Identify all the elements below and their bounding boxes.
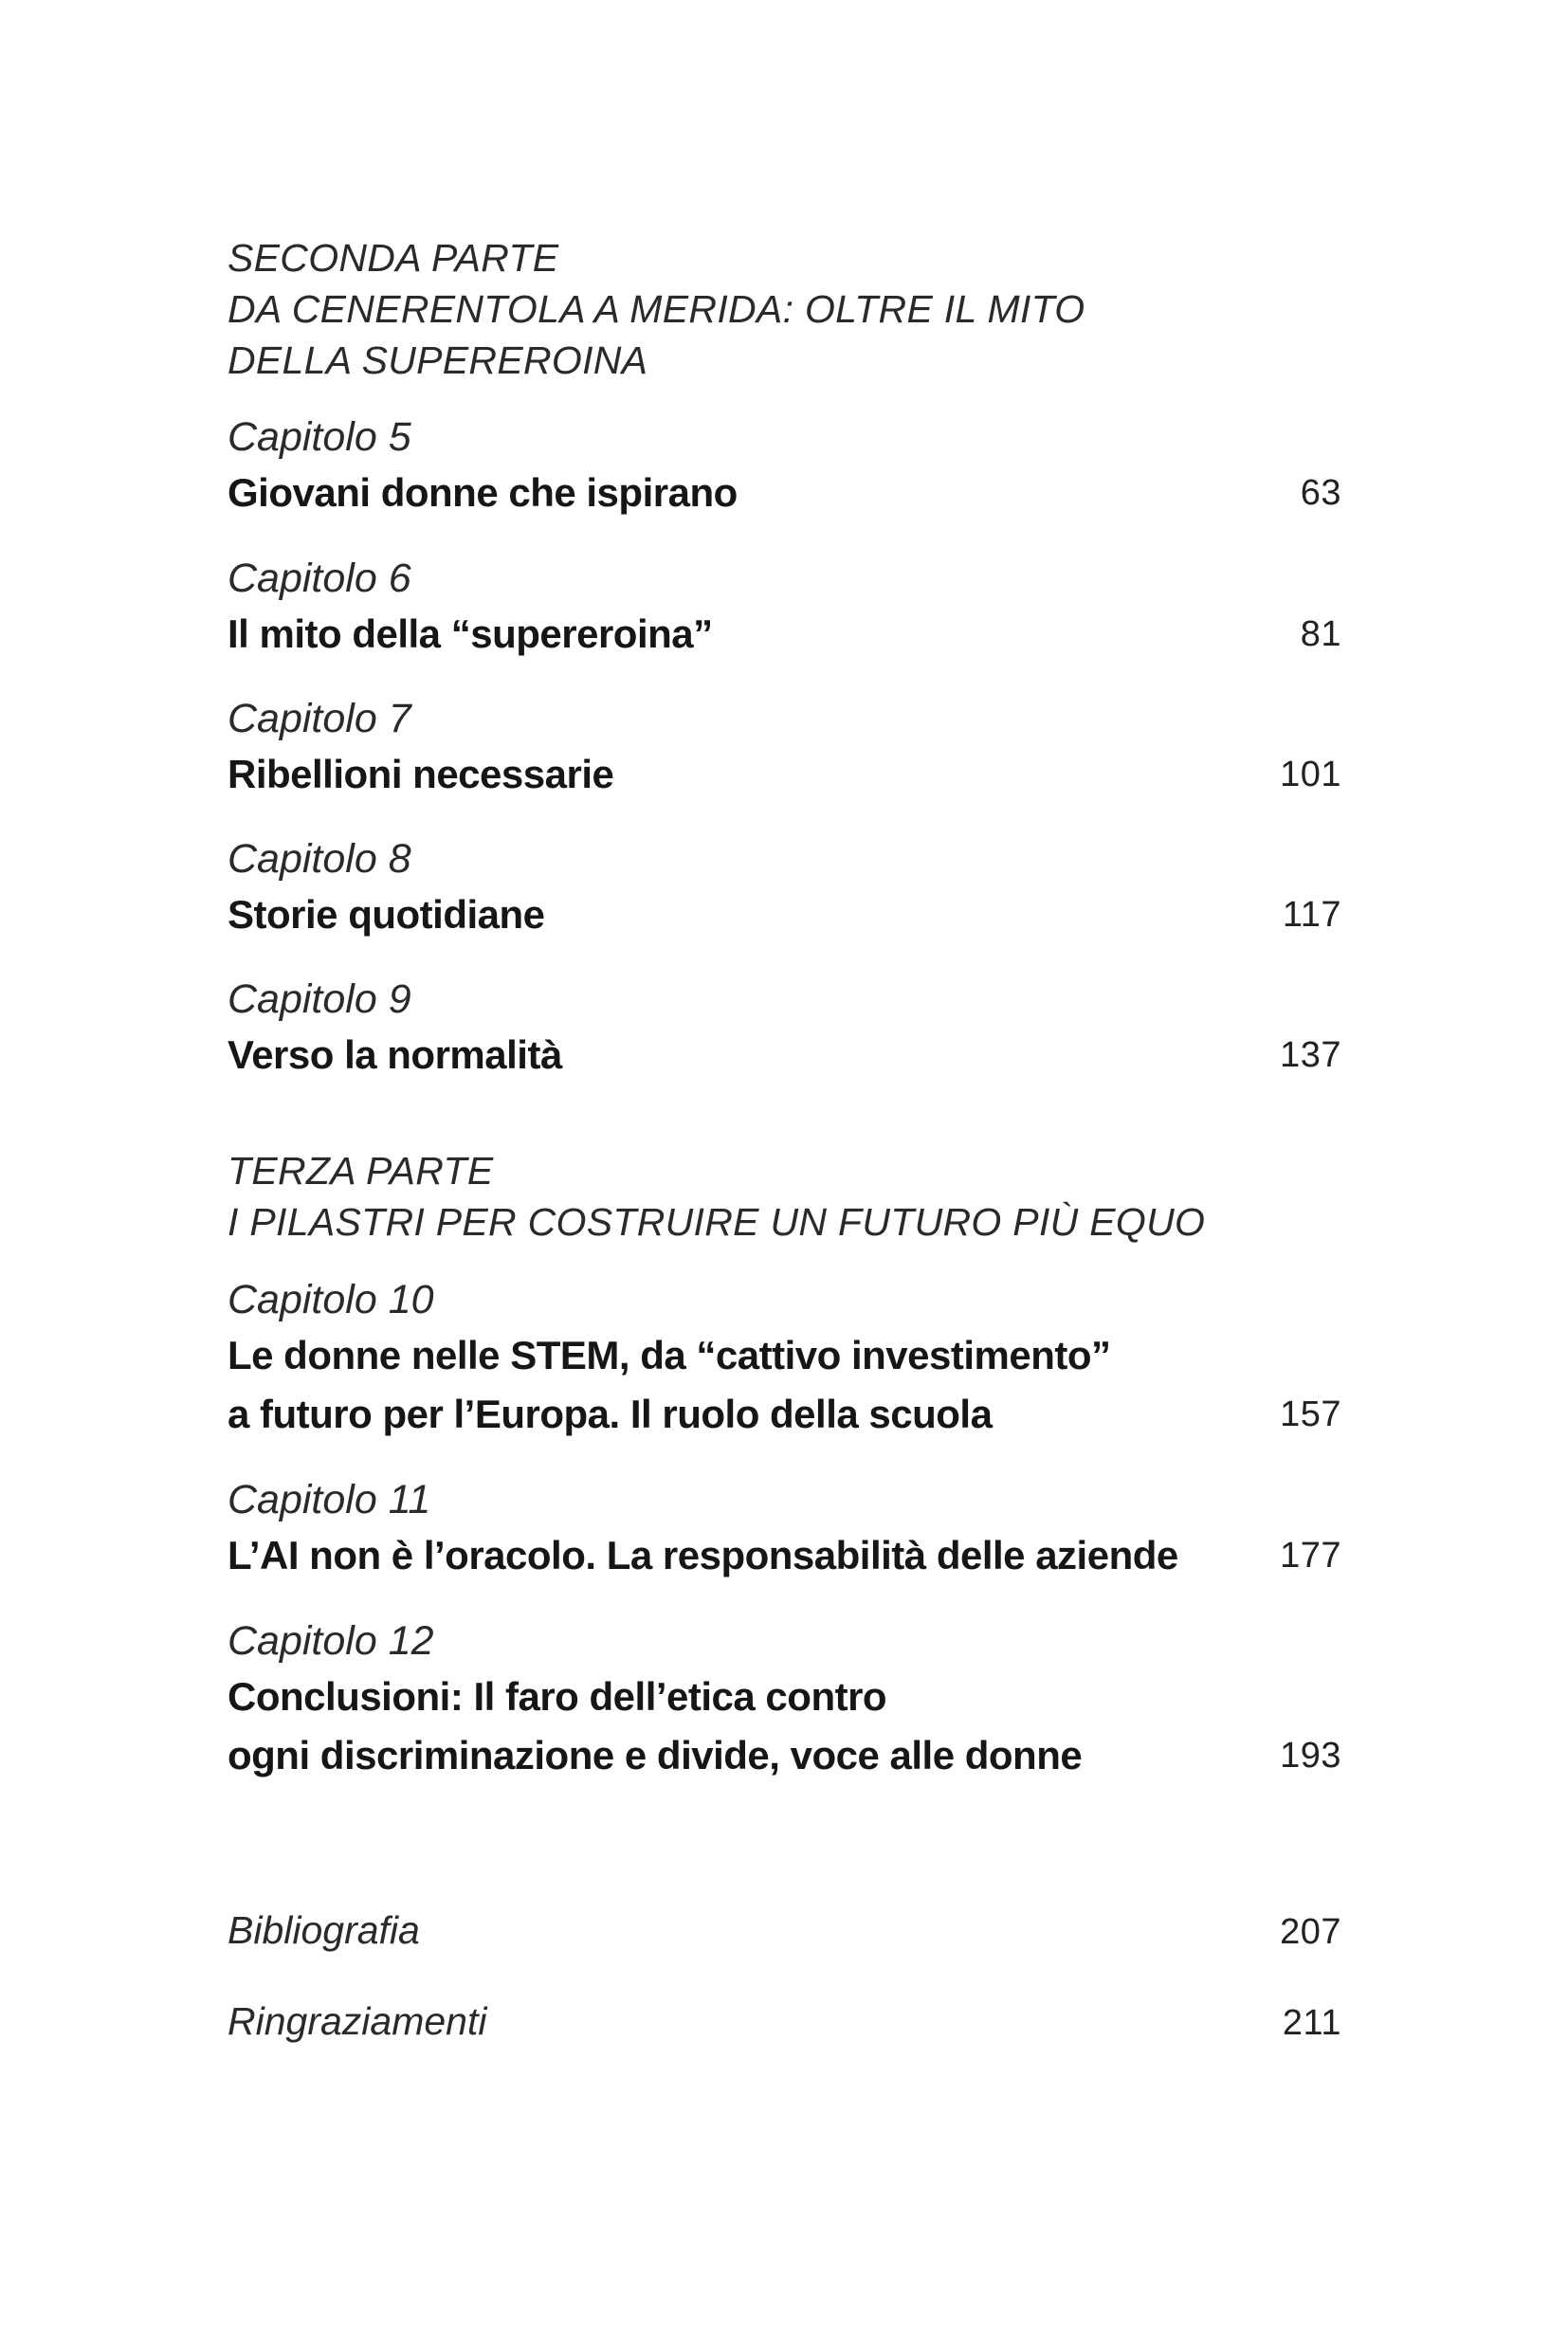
chapter-label: Capitolo 12 — [228, 1618, 434, 1664]
chapter-label: Capitolo 5 — [228, 414, 411, 460]
chapter-label: Capitolo 7 — [228, 696, 411, 741]
page-number: 63 — [1300, 473, 1341, 513]
toc-entry-chapter-5[interactable] — [228, 410, 1341, 522]
page-number: 157 — [1280, 1394, 1341, 1434]
part-title: DELLA SUPEREROINA — [228, 338, 648, 382]
toc-entry-ringraziamenti[interactable] — [228, 1994, 1341, 2052]
back-matter-label: Bibliografia — [228, 1908, 420, 1952]
chapter-title: Giovani donne che ispirano — [228, 470, 738, 515]
page-number: 177 — [1280, 1536, 1341, 1576]
page-number: 101 — [1280, 755, 1341, 794]
toc-entry-chapter-11[interactable] — [228, 1473, 1341, 1585]
part-heading-third — [228, 1145, 1205, 1248]
page-number: 137 — [1280, 1035, 1341, 1075]
part-label: SECONDA PARTE — [228, 236, 559, 280]
chapter-title: Conclusioni: Il faro dell’etica contro ogni discriminazione e divide, voce alle donne — [228, 1674, 1083, 1777]
toc-entry-chapter-10[interactable] — [228, 1273, 1341, 1444]
page-number: 117 — [1282, 895, 1341, 935]
page-number: 81 — [1300, 614, 1341, 654]
part-heading-second — [228, 232, 1085, 386]
chapter-title: L’AI non è l’oracolo. La responsabilità delle aziende — [228, 1533, 1178, 1577]
chapter-label: Capitolo 6 — [228, 556, 411, 601]
back-matter-label: Ringraziamenti — [228, 1999, 487, 2043]
page-number: 193 — [1280, 1736, 1341, 1776]
chapter-label: Capitolo 11 — [228, 1477, 431, 1522]
part-label: TERZA PARTE — [228, 1149, 494, 1193]
chapter-label: Capitolo 9 — [228, 976, 411, 1022]
part-title: I PILASTRI PER COSTRUIRE UN FUTURO PIÙ EQUO — [228, 1200, 1206, 1244]
chapter-title: Storie quotidiane — [228, 892, 545, 937]
toc-entry-chapter-7[interactable] — [228, 692, 1341, 804]
chapter-label: Capitolo 8 — [228, 836, 411, 882]
chapter-label: Capitolo 10 — [228, 1277, 434, 1322]
toc-entry-chapter-9[interactable] — [228, 973, 1341, 1084]
chapter-title: Il mito della “supereroina” — [228, 611, 713, 656]
toc-entry-chapter-12[interactable] — [228, 1614, 1341, 1785]
toc-entry-bibliografia[interactable] — [228, 1903, 1341, 1961]
part-title: DA CENERENTOLA A MERIDA: OLTRE IL MITO — [228, 287, 1085, 331]
page-number: 211 — [1282, 2003, 1341, 2043]
toc-entry-chapter-8[interactable] — [228, 832, 1341, 944]
page-number: 207 — [1280, 1912, 1341, 1952]
chapter-title: Verso la normalità — [228, 1032, 562, 1077]
chapter-title: Ribellioni necessarie — [228, 752, 614, 796]
chapter-title: Le donne nelle STEM, da “cattivo investimento” a futuro per l’Europa. Il ruolo della scuola — [228, 1333, 1111, 1436]
toc-entry-chapter-6[interactable] — [228, 552, 1341, 664]
